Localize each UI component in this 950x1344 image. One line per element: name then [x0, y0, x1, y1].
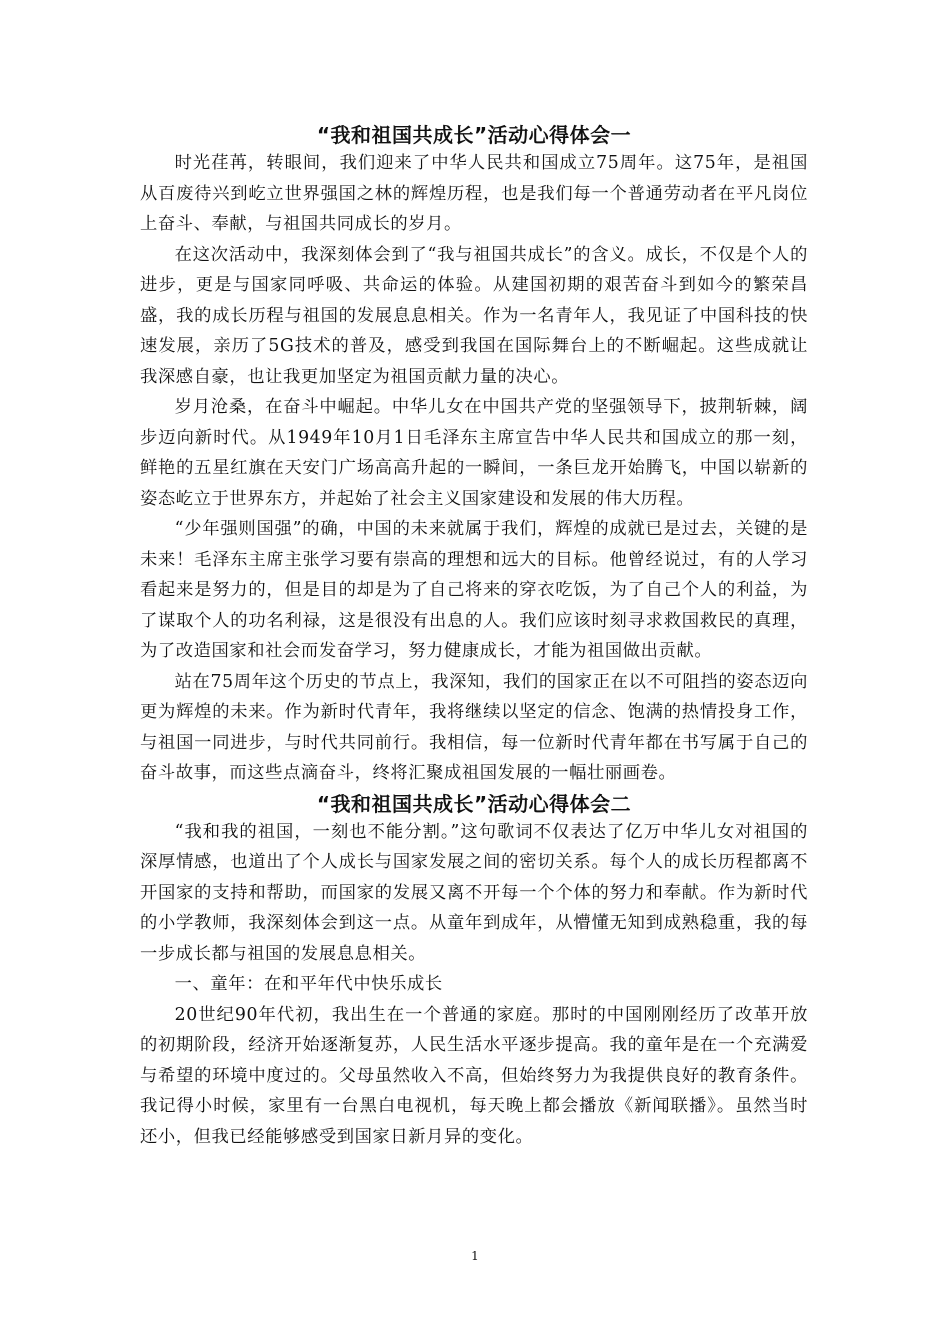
- section-1-paragraph-1: 时光荏苒，转眼间，我们迎来了中华人民共和国成立75周年。这75年，是祖国从百废待兴到屹立世界强国之林的辉煌历程，也是我们每一个普通劳动者在平凡岗位上奋斗、奉献，与祖国共同成长的岁月。: [140, 153, 808, 234]
- document-body: [140, 122, 808, 1152]
- page-number: 1: [471, 1249, 479, 1263]
- section-2-title: “我和祖国共成长”活动心得体会二: [316, 791, 632, 816]
- section-1-paragraph-5: 站在75周年这个历史的节点上，我深知，我们的国家正在以不可阻挡的姿态迈向更为辉煌的未来。作为新时代青年，我将继续以坚定的信念、饱满的热情投身工作，与祖国一同进步，与时代共同前行。我相信，每一位新时代青年都在书写属于自己的奋斗故事，而这些点滴奋斗，终将汇聚成祖国发展的一幅壮丽画卷。: [140, 671, 808, 783]
- section-1-paragraph-2: 在这次活动中，我深刻体会到了“我与祖国共成长”的含义。成长，不仅是个人的进步，更是与国家同呼吸、共命运的体验。从建国初期的艰苦奋斗到如今的繁荣昌盛，我的成长历程与祖国的发展息息相关。作为一名青年人，我见证了中国科技的快速发展，亲历了5G技术的普及，感受到我国在国际舞台上的不断崛起。这些成就让我深感自豪，也让我更加坚定为祖国贡献力量的决心。: [140, 244, 808, 387]
- section-1-paragraph-4: “少年强则国强”的确，中国的未来就属于我们，辉煌的成就已是过去，关键的是未来！毛泽东主席主张学习要有崇高的理想和远大的目标。他曾经说过，有的人学习看起来是努力的，但是目的却是为了自己将来的穿衣吃饭，为了自己个人的利益，为了谋取个人的功名利禄，这是很没有出息的人。我们应该时刻寻求救国救民的真理，为了改造国家和社会而发奋学习，努力健康成长，才能为祖国做出贡献。: [140, 519, 808, 661]
- section-2-paragraph-1: “我和我的祖国，一刻也不能分割。”这句歌词不仅表达了亿万中华儿女对祖国的深厚情感，也道出了个人成长与国家发展之间的密切关系。每个人的成长历程都离不开国家的支持和帮助，而国家的发展又离不开每一个个体的努力和奉献。作为新时代的小学教师，我深刻体会到这一点。从童年到成年，从懵懂无知到成熟稳重，我的每一步成长都与祖国的发展息息相关。: [140, 821, 808, 964]
- section-1-paragraph-3: 岁月沧桑，在奋斗中崛起。中华儿女在中国共产党的坚强领导下，披荆斩棘，阔步迈向新时代。从1949年10月1日毛泽东主席宣告中华人民共和国成立的那一刻，鲜艳的五星红旗在天安门广场高高升起的一瞬间，一条巨龙开始腾飞，中国以崭新的姿态屹立于世界东方，并起始了社会主义国家建设和发展的伟大历程。: [140, 397, 808, 509]
- section-2-heading-childhood: 一、童年：在和平年代中快乐成长: [174, 974, 443, 994]
- section-1-title: “我和祖国共成长”活动心得体会一: [316, 123, 632, 147]
- section-2-paragraph-2: 20世纪90年代初，我出生在一个普通的家庭。那时的中国刚刚经历了改革开放的初期阶段，经济开始逐渐复苏，人民生活水平逐步提高。我的童年是在一个充满爱与希望的环境中度过的。父母虽然收入不高，但始终努力为我提供良好的教育条件。我记得小时候，家里有一台黑白电视机，每天晚上都会播放《新闻联播》。虽然当时还小，但我已经能够感受到国家日新月异的变化。: [140, 1004, 808, 1147]
